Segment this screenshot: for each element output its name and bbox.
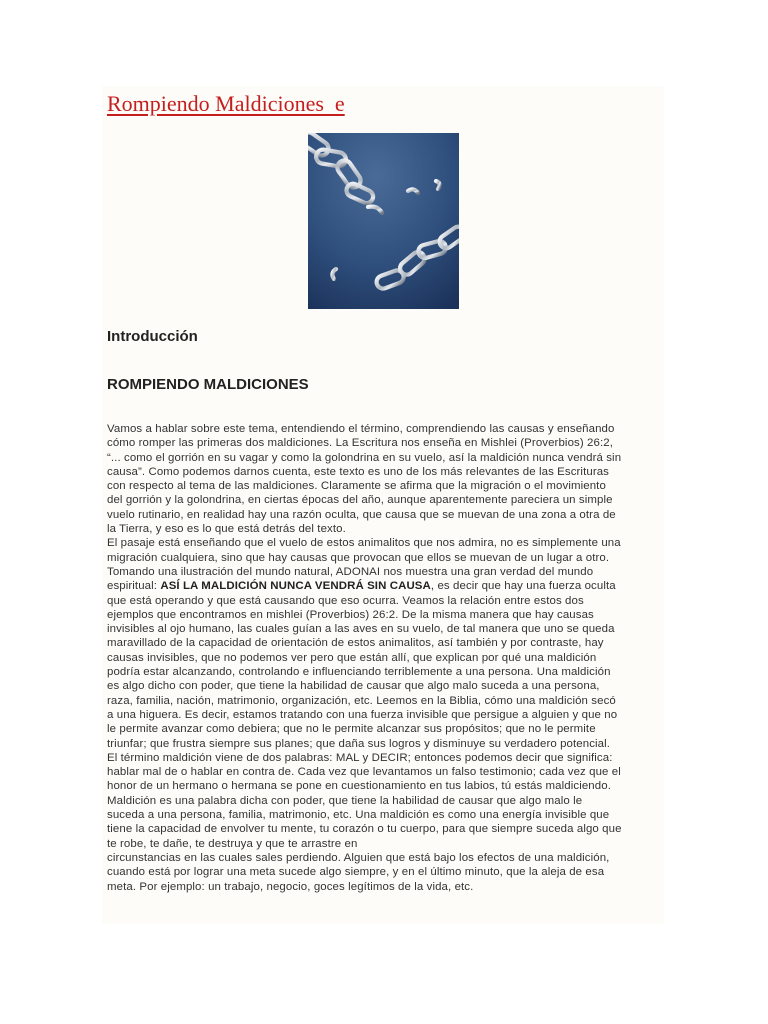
body-line: Tomando una ilustración del mundo natural, ADONAI nos muestra una gran verdad del mundo — [107, 565, 594, 578]
body-line: suceda a una persona, familia, matrimonio, etc. Una maldición es como una energía invisible que — [107, 809, 610, 822]
body-line: que está operando y que está causando que eso ocurra. Veamos la relación entre estos dos — [107, 594, 584, 607]
inline-text: , es decir que hay una fuerza oculta — [430, 580, 616, 593]
body-line: causas invisibles, que no podemos ver pero que están allí, que explican por qué una maldición — [107, 651, 597, 664]
body-line: le permite avanzar como debiera; que no le permite alcanzar sus propósitos; que no le permite — [107, 723, 596, 736]
body-line: cuando está por lograr una meta sucede algo siempre, y en el último minuto, que la aleja de esa — [107, 866, 605, 879]
body-line: es algo dicho con poder, que tiene la habilidad de causar que algo malo suceda a una persona, — [107, 680, 600, 693]
body-line: ejemplos que encontramos en mishlei (Proverbios) 26:2. De la misma manera que hay causas — [107, 608, 594, 621]
body-line — [107, 579, 663, 593]
body-line: hablar mal de o hablar en contra de. Cada vez que levantamos un falso testimonio; cada vez que el — [107, 766, 621, 779]
body-line: El pasaje está enseñando que el vuelo de estos animalitos que nos admira, no es simplemente una — [107, 537, 621, 550]
body-line: cómo romper las primeras dos maldiciones. La Escritura nos enseña en Mishlei (Proverbios) 26:2, — [107, 437, 613, 450]
body-line: causa”. Como podemos darnos cuenta, este texto es uno de los más relevantes de las Escrituras — [107, 465, 610, 478]
body-line: la Tierra, y eso es lo que está detrás del texto. — [107, 523, 346, 536]
body-line: raza, familia, nación, matrimonio, organización, etc. Leemos en la Biblia, cómo una maldición secó — [107, 694, 616, 707]
body-line: honor de un hermano o hermana se pone en cuestionamiento en tus labios, tú estás maldiciendo. — [107, 780, 611, 793]
intro-heading: Introducción — [107, 328, 198, 345]
body-line: circunstancias en las cuales sales perdiendo. Alguien que está bajo los efectos de una maldición, — [107, 851, 610, 864]
document-title[interactable]: Rompiendo Maldiciones e — [107, 91, 345, 116]
body-line: meta. Por ejemplo: un trabajo, negocio, goces legítimos de la vida, etc. — [107, 880, 474, 893]
body-line: invisibles al ojo humano, las cuales guían a las aves en su vuelo, de tal manera que uno se queda — [107, 623, 615, 636]
body-line: migración cualquiera, sino que hay causas que provocan que ellos se muevan de un lugar a otro. — [107, 551, 610, 564]
body-line: vuelo rutinario, en realidad hay una razón oculta, que causa que se muevan de una zona a otra de — [107, 508, 616, 521]
body-line: triunfar; que frustra siempre sus planes; que daña sus logros y disminuye su verdadero potencial. — [107, 737, 611, 750]
body-line: El término maldición viene de dos palabras: MAL y DECIR; entonces podemos decir que significa: — [107, 751, 613, 764]
body-line: con respecto al tema de las maldiciones. Claramente se afirma que la migración o el movimiento — [107, 480, 606, 493]
body-line: “... como el gorrión en su vagar y como la golondrina en su vuelo, así la maldición nunca vendrá sin — [107, 451, 622, 464]
main-heading: ROMPIENDO MALDICIONES — [107, 376, 309, 393]
inline-text: espiritual: — [107, 580, 161, 593]
body-line: podría estar alcanzando, controlando e influenciando terriblemente a una persona. Una maldición — [107, 666, 611, 679]
broken-chain-photo — [308, 133, 459, 309]
body-line: maravillado de la capacidad de orientación de estos animalitos, así también y por contraste, hay — [107, 637, 604, 650]
emphasis-text: ASÍ LA MALDICIÓN NUNCA VENDRÁ SIN CAUSA — [160, 580, 431, 593]
body-line: Maldición es una palabra dicha con poder, que tiene la habilidad de causar que algo malo le — [107, 794, 583, 807]
body-text — [107, 422, 663, 894]
body-line: te robe, te dañe, te destruya y que te arrastre en — [107, 837, 358, 850]
body-line: a una higuera. Es decir, estamos tratando con una fuerza invisible que persigue a alguien y que no — [107, 708, 618, 721]
body-line: del gorrión y la golondrina, en ciertas épocas del año, aunque aparentemente pareciera un simple — [107, 494, 613, 507]
body-line: tiene la capacidad de envolver tu mente, tu corazón o tu cuerpo, para que siempre suceda algo que — [107, 823, 622, 836]
body-line: Vamos a hablar sobre este tema, entendiendo el término, comprendiendo las causas y enseñando — [107, 423, 615, 435]
